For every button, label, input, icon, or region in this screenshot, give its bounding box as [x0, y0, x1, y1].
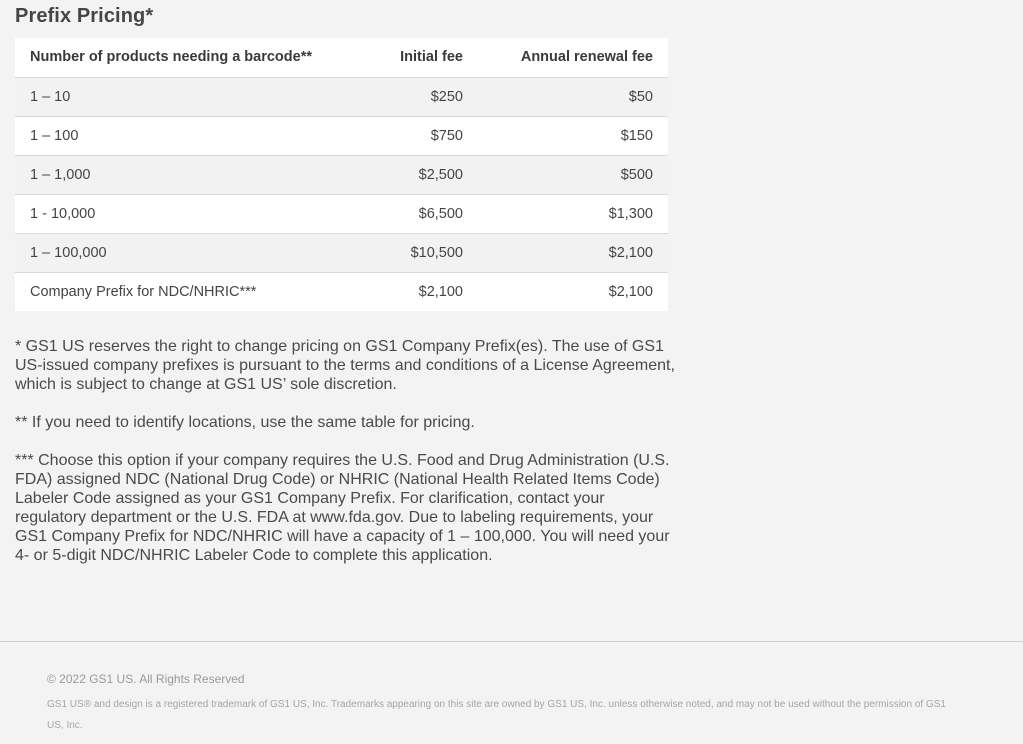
cell-initial-fee: $250	[360, 77, 478, 116]
cell-products: 1 - 10,000	[15, 194, 360, 233]
header-products: Number of products needing a barcode**	[15, 38, 360, 77]
cell-products: Company Prefix for NDC/NHRIC***	[15, 272, 360, 311]
table-row	[15, 77, 668, 116]
cell-products: 1 – 1,000	[15, 155, 360, 194]
footnote-ndc-nhric: *** Choose this option if your company requires the U.S. Food and Drug Administration (U.S. FDA) assigned NDC (National Drug Code) or NHRIC (National Health Related Items Code) Labeler Code assigned as your GS1 Company Prefix. For clarification, contact your regulatory department or the U.S. FDA at www.fda.gov. Due to labeling requirements, your GS1 Company Prefix for NDC/NHRIC will have a capacity of 1 – 100,000. You will need your 4- or 5-digit NDC/NHRIC Labeler Code to complete this application.	[15, 452, 670, 564]
cell-products: 1 – 100	[15, 116, 360, 155]
table-row	[15, 155, 668, 194]
table-row	[15, 116, 668, 155]
cell-renewal-fee: $500	[478, 155, 668, 194]
pricing-table	[15, 38, 668, 311]
cell-renewal-fee: $150	[478, 116, 668, 155]
cell-renewal-fee: $2,100	[478, 272, 668, 311]
table-row	[15, 233, 668, 272]
header-initial-fee: Initial fee	[360, 38, 478, 77]
cell-products: 1 – 10	[15, 77, 360, 116]
pricing-footnotes	[15, 337, 675, 584]
cell-renewal-fee: $1,300	[478, 194, 668, 233]
footnote-pricing-rights: * GS1 US reserves the right to change pricing on GS1 Company Prefix(es). The use of GS1 US-issued company prefixes is pursuant to the terms and conditions of a License Agreement, which is subject to change at GS1 US’ sole discretion.	[15, 338, 675, 393]
cell-initial-fee: $10,500	[360, 233, 478, 272]
cell-initial-fee: $6,500	[360, 194, 478, 233]
table-row	[15, 194, 668, 233]
footnote-locations: ** If you need to identify locations, use the same table for pricing.	[15, 414, 475, 431]
cell-renewal-fee: $2,100	[478, 233, 668, 272]
header-renewal-fee: Annual renewal fee	[478, 38, 668, 77]
cell-initial-fee: $2,500	[360, 155, 478, 194]
cell-renewal-fee: $50	[478, 77, 668, 116]
page-footer	[0, 641, 1023, 744]
cell-initial-fee: $2,100	[360, 272, 478, 311]
page-title: Prefix Pricing*	[15, 5, 154, 27]
cell-products: 1 – 100,000	[15, 233, 360, 272]
copyright-text: © 2022 GS1 US. All Rights Reserved	[47, 672, 245, 686]
cell-initial-fee: $750	[360, 116, 478, 155]
table-row	[15, 272, 668, 311]
table-header-row	[15, 38, 668, 77]
trademark-notice: GS1 US® and design is a registered trademark of GS1 US, Inc. Trademarks appearing on this site are owned by GS1 US, Inc. unless otherwise noted, and may not be used without the permission of GS1 US, Inc.	[47, 699, 946, 731]
